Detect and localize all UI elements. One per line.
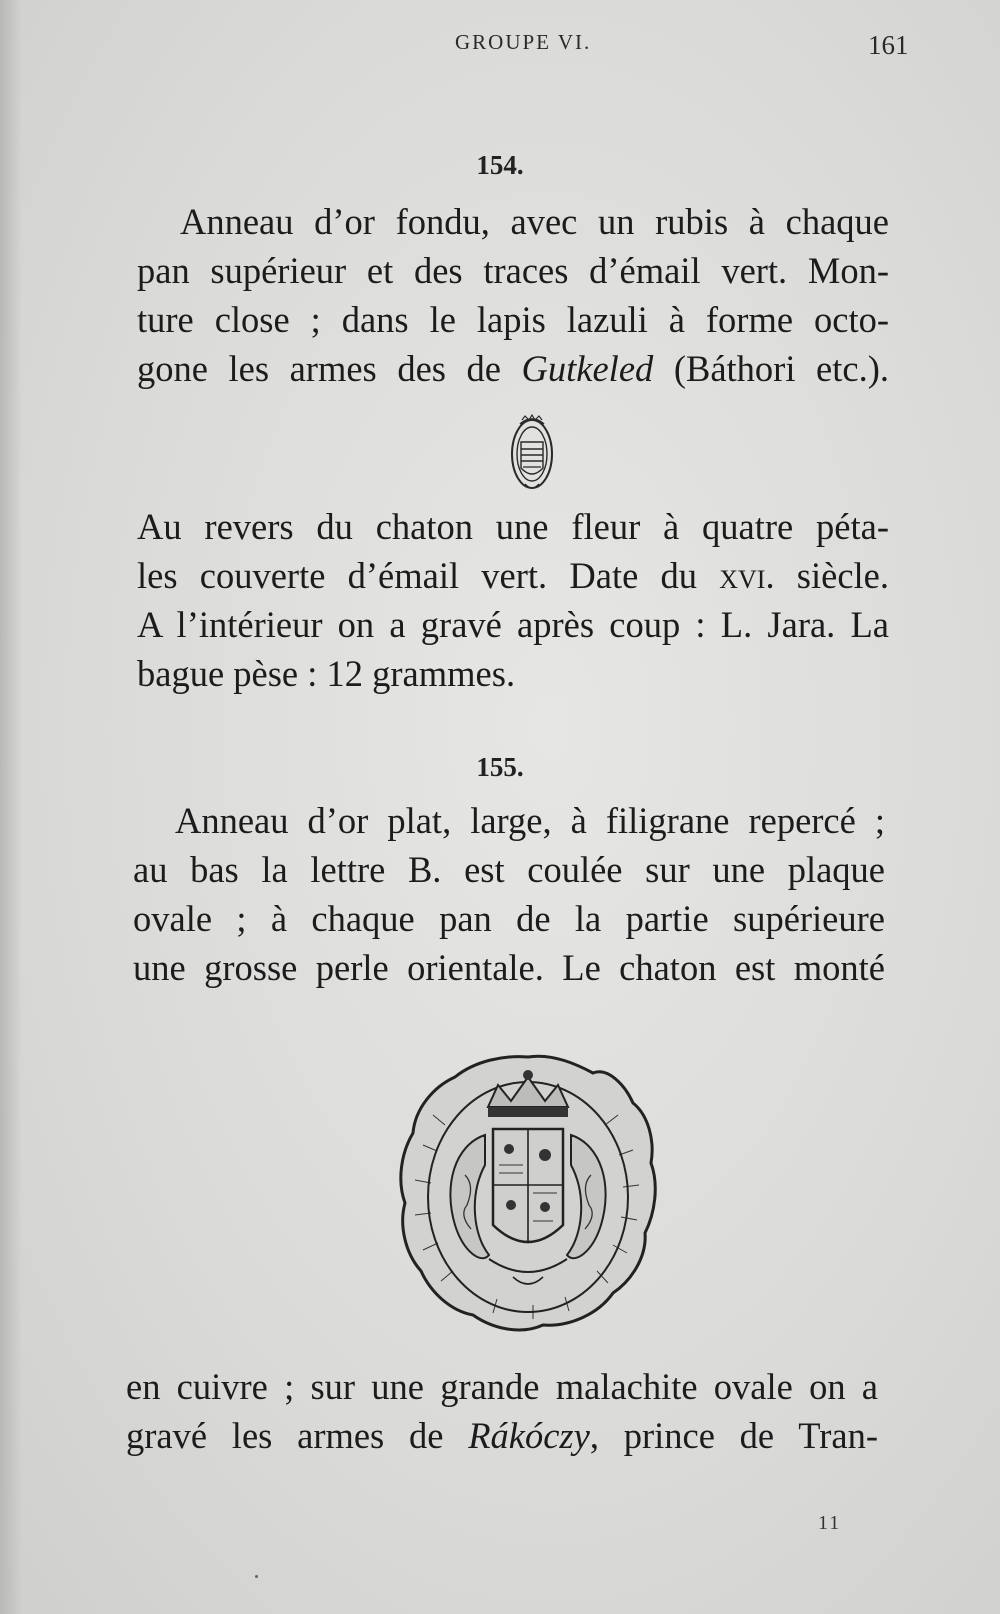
family-name: Rákóczy bbox=[468, 1415, 590, 1456]
text-line: Au revers du chaton une fleur à quatre péta- bbox=[137, 506, 889, 547]
spine-shadow bbox=[0, 0, 22, 1614]
rakoczy-seal-icon bbox=[393, 1045, 663, 1340]
entry-155-continued bbox=[126, 1362, 878, 1460]
entry-154-reverse bbox=[137, 502, 889, 698]
text-run: gone les armes des de bbox=[137, 348, 522, 389]
text-run: . siècle. bbox=[765, 555, 889, 596]
text-run: gravé les armes de bbox=[126, 1415, 469, 1456]
family-name: Gutkeled bbox=[521, 348, 654, 389]
entry-154-description bbox=[137, 197, 889, 393]
text-line: ovale ; à chaque pan de la partie supérieure bbox=[133, 898, 885, 939]
paper-speck bbox=[255, 1575, 258, 1578]
text-run: (Báthori etc.). bbox=[653, 348, 889, 389]
running-title: GROUPE VI. bbox=[455, 30, 592, 54]
text-line: une grosse perle orientale. Le chaton est monté bbox=[133, 947, 885, 988]
text-line: Anneau d’or fondu, avec un rubis à chaque bbox=[180, 201, 889, 242]
century-numeral: xvi bbox=[719, 555, 766, 596]
text-line: Anneau d’or plat, large, à filigrane repercé ; bbox=[175, 800, 885, 841]
text-line bbox=[126, 1411, 878, 1460]
text-line: bague pèse : 12 grammes. bbox=[137, 653, 516, 694]
text-run: , prince de Tran- bbox=[589, 1415, 878, 1456]
entry-number-154: 154. bbox=[476, 150, 524, 180]
entry-155-description bbox=[133, 796, 885, 992]
text-line bbox=[137, 344, 889, 393]
text-line: A l’intérieur on a gravé après coup : L. Jara. La bbox=[137, 604, 889, 645]
text-run: les couverte d’émail vert. Date du bbox=[137, 555, 720, 596]
text-line: ture close ; dans le lapis lazuli à forme octo- bbox=[137, 299, 889, 340]
text-line: au bas la lettre B. est coulée sur une plaque bbox=[133, 849, 885, 890]
text-line: en cuivre ; sur une grande malachite ovale on a bbox=[126, 1366, 878, 1407]
entry-number-155: 155. bbox=[476, 752, 524, 782]
small-coat-of-arms-icon bbox=[507, 412, 557, 494]
text-line: pan supérieur et des traces d’émail vert. Mon- bbox=[137, 250, 889, 291]
text-line bbox=[137, 551, 889, 600]
page-number: 161 bbox=[868, 30, 909, 60]
signature-mark: 11 bbox=[818, 1512, 842, 1534]
